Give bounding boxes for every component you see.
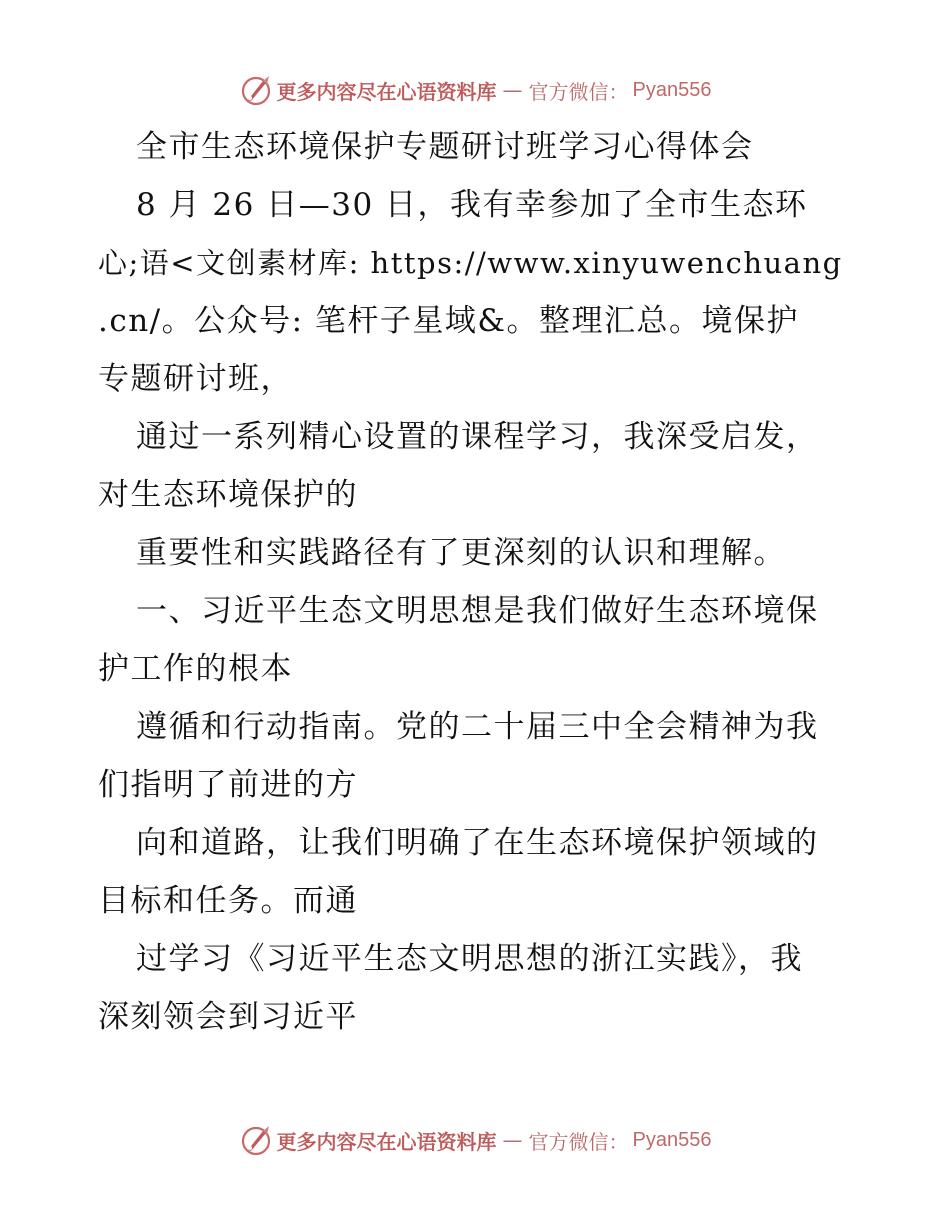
- banner-separator: —: [502, 1128, 523, 1152]
- paragraph-line: 向和道路，让我们明确了在生态环境保护领域的: [136, 825, 819, 861]
- paragraph-line: 对生态环境保护的: [98, 477, 358, 513]
- quill-logo-icon: [239, 73, 273, 107]
- paragraph-line: 目标和任务。而通: [98, 883, 358, 919]
- document-body: [98, 118, 854, 1046]
- banner-wechat-label: 官方微信：: [528, 1129, 629, 1154]
- document-title: 全市生态环境保护专题研讨班学习心得体会: [136, 129, 754, 165]
- paragraph-line: 深刻领会到习近平: [98, 999, 358, 1035]
- paragraph-line: 8 月 26 日—30 日，我有幸参加了全市生态环: [136, 187, 808, 223]
- paragraph-line: 专题研讨班，: [98, 361, 293, 397]
- paragraph-line: 遵循和行动指南。党的二十届三中全会精神为我: [136, 709, 819, 745]
- paragraph-line: .cn/。公众号: 笔杆子星域&。整理汇总。境保护: [98, 303, 800, 339]
- banner-separator: —: [502, 78, 523, 102]
- banner-site-text: 更多内容尽在心语资料库: [276, 1129, 497, 1154]
- footer-banner: [0, 1120, 950, 1160]
- paragraph-line: 们指明了前进的方: [98, 767, 358, 803]
- header-banner: [0, 70, 950, 110]
- banner-wechat-id: Pyan556: [632, 78, 712, 101]
- paragraph-line: 护工作的根本: [98, 651, 293, 687]
- paragraph-line: 过学习《习近平生态文明思想的浙江实践》，我: [136, 941, 803, 977]
- banner-site-text: 更多内容尽在心语资料库: [276, 79, 497, 104]
- banner-wechat-label: 官方微信：: [528, 79, 629, 104]
- section-heading-line: 一、习近平生态文明思想是我们做好生态环境保: [136, 593, 819, 629]
- quill-logo-icon: [239, 1123, 273, 1157]
- paragraph-line: 心;语<文创素材库: https://www.xinyuwenchuang: [98, 246, 843, 280]
- paragraph-line: 重要性和实践路径有了更深刻的认识和理解。: [136, 535, 786, 571]
- banner-wechat-id: Pyan556: [632, 1128, 712, 1151]
- paragraph-line: 通过一系列精心设置的课程学习，我深受启发，: [136, 419, 819, 455]
